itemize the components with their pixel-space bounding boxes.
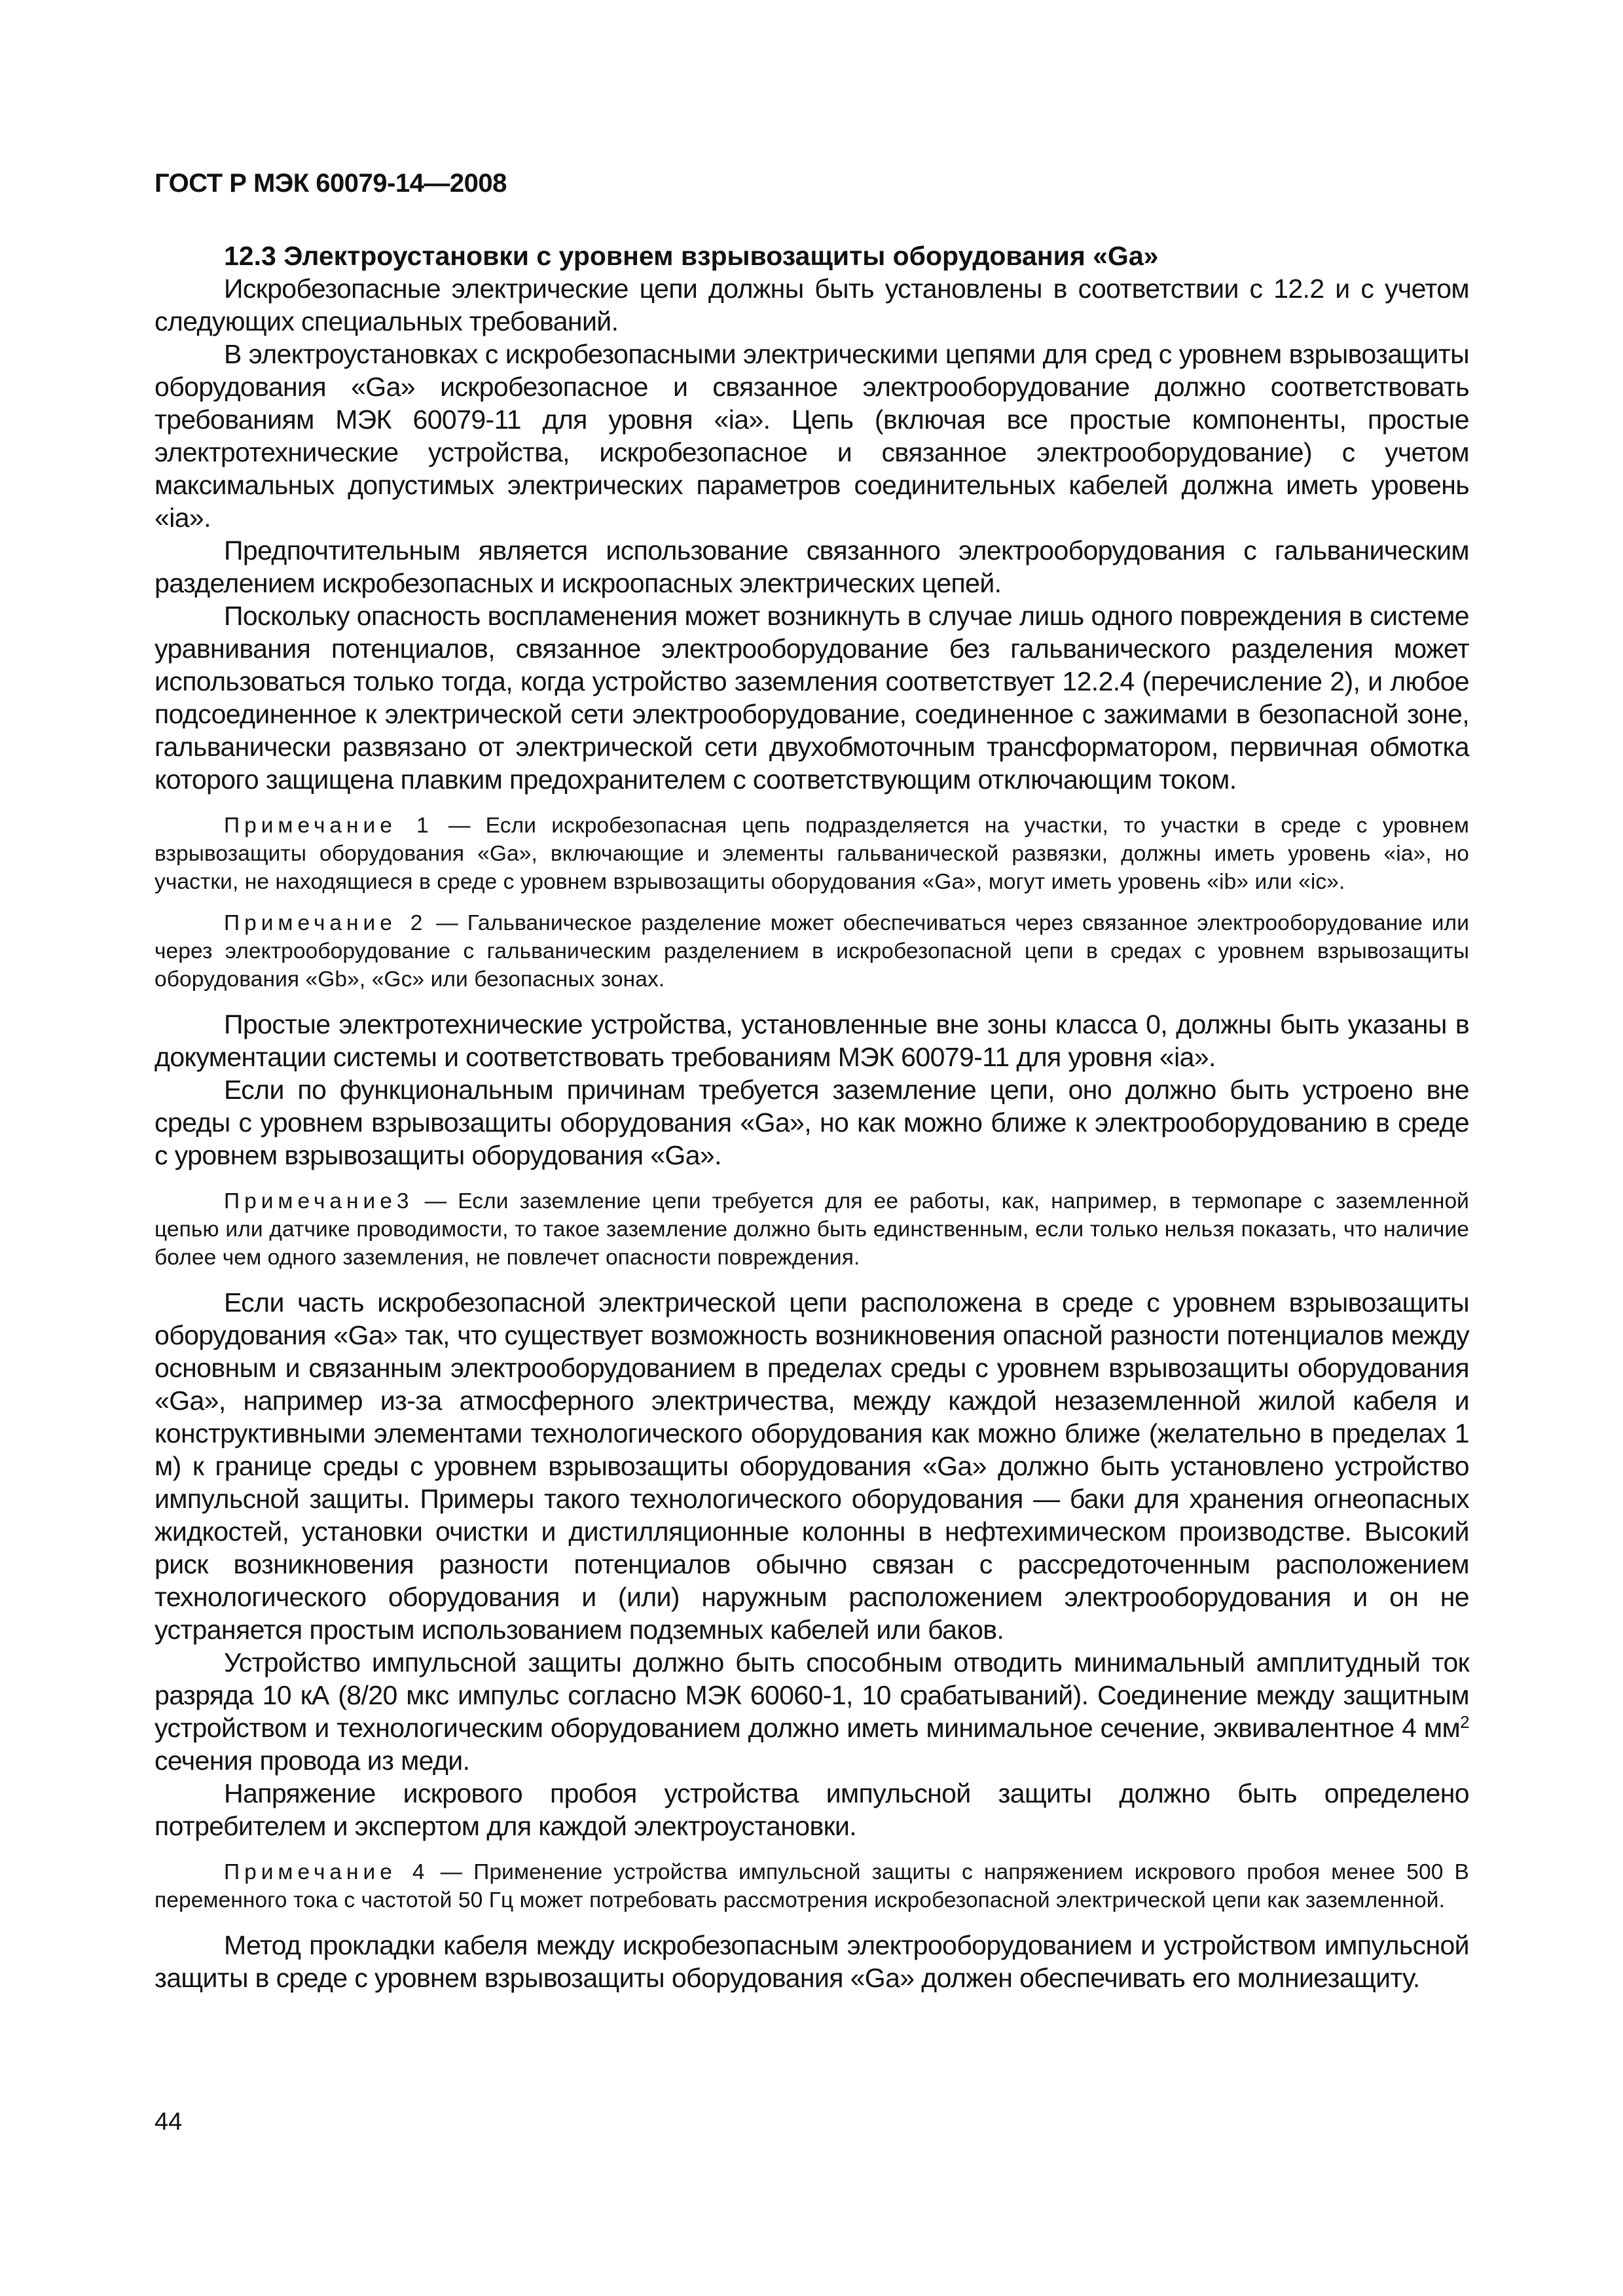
note-3-label: Примечание3 [224, 1189, 414, 1213]
note-3 [155, 1187, 1469, 1272]
paragraph-8 [155, 1646, 1469, 1777]
standard-designation: ГОСТ Р МЭК 60079-14—2008 [155, 169, 507, 198]
note-1 [155, 812, 1469, 896]
paragraph-2: В электроустановках с искробезопасными электрическими цепями для сред с уровнем взрывозащиты оборудования «Ga» искробезопасное и связанное электрооборудование должно соответствовать требованиям МЭК 60079-11 для уровня «ia». Цепь (включая все простые компоненты, простые электротехнические устройства, искробезопасное и связанное электрооборудование) с учетом максимальных допустимых электрических параметров соединительных кабелей должна иметь уровень «ia». [155, 339, 1469, 533]
paragraph-4: Поскольку опасность воспламенения может возникнуть в случае лишь одного повреждения в системе уравнивания потенциалов, связанное электрооборудование без гальванического разделения может использоваться только тогда, когда устройство заземления соответствует 12.2.4 (перечисление 2), и любое подсоединенное к электрической сети электрооборудование, соединенное с зажимами в безопасной зоне, гальванически развязано от электрической сети двухобмоточным трансформатором, первичная обмотка которого защищена плавким предохранителем с соответствующим отключающим током. [155, 601, 1469, 795]
paragraph-8-tail: сечения провода из меди. [155, 1746, 470, 1776]
section-title: 12.3 Электроустановки с уровнем взрывозащиты оборудования «Ga» [224, 241, 1159, 271]
paragraph-9: Напряжение искрового пробоя устройства импульсной защиты должно быть определено потребителем и экспертом для каждой электроустановки. [155, 1778, 1469, 1841]
paragraph-3: Предпочтительным является использование связанного электрооборудования с гальваническим разделением искробезопасных и искроопасных электрических цепей. [155, 535, 1469, 598]
note-3-text: — Если заземление цепи требуется для ее работы, как, например, в термопаре с заземленной цепью или датчике проводимости, то такое заземление должно быть единственным, если только нельзя показать, что наличие более чем одного заземления, не повлечет опасности повреждения. [155, 1189, 1469, 1270]
paragraph-10: Метод прокладки кабеля между искробезопасным электрооборудованием и устройством импульсной защиты в среде с уровнем взрывозащиты оборудования «Ga» должен обеспечивать его молниезащиту. [155, 1930, 1469, 1993]
page-content [155, 240, 1469, 1994]
paragraph-7: Если часть искробезопасной электрической цепи расположена в среде с уровнем взрывозащиты оборудования «Ga» так, что существует возможность возникновения опасной разности потенциалов между основным и связанным электрооборудованием в пределах среды с уровнем взрывозащиты оборудования «Ga», например из-за атмосферного электричества, между каждой незаземленной жилой кабеля и конструктивными элементами технологического оборудования как можно ближе (желательно в пределах 1 м) к границе среды с уровнем взрывозащиты оборудования «Ga» должно быть установлено устройство импульсной защиты. Примеры такого технологического оборудования — баки для хранения огнеопасных жидкостей, установки очистки и дистилляционные колонны в нефтехимическом производстве. Высокий риск возникновения разности потенциалов обычно связан с рассредоточенным расположением технологического оборудования и (или) наружным расположением электрооборудования и он не устраняется простым использованием подземных кабелей или баков. [155, 1287, 1469, 1645]
note-1-text: — Если искробезопасная цепь подразделяется на участки, то участки в среде с уровнем взрывозащиты оборудования «Ga», включающие и элементы гальванической развязки, должны иметь уровень «ia», но участки, не находящиеся в среде с уровнем взрывозащиты оборудования «Ga», могут иметь уровень «ib» или «ic». [155, 814, 1469, 894]
note-2 [155, 909, 1469, 994]
note-4-text: — Применение устройства импульсной защиты с напряжением искрового пробоя менее 500 В переменного тока с частотой 50 Гц может потребовать рассмотрения искробезопасной электрической цепи как заземленной. [155, 1860, 1469, 1912]
square-superscript: 2 [1460, 1712, 1469, 1732]
paragraph-8-main: Устройство импульсной защиты должно быть способным отводить минимальный амплитудный ток разряда 10 кА (8/20 мкс импульс согласно МЭК 60060-1, 10 срабатываний). Соединение между защитным устройством и технологическим оборудованием должно иметь минимальное сечение, эквивалентное 4 мм [155, 1647, 1469, 1743]
paragraph-6: Если по функциональным причинам требуется заземление цепи, оно должно быть устроено вне среды с уровнем взрывозащиты оборудования «Ga», но как можно ближе к электрооборудованию в среде с уровнем взрывозащиты оборудования «Ga». [155, 1075, 1469, 1170]
note-4 [155, 1858, 1469, 1914]
note-1-label: Примечание 1 [224, 814, 433, 838]
page-number: 44 [155, 2108, 183, 2136]
note-4-label: Примечание 4 [224, 1860, 429, 1884]
note-2-label: Примечание 2 [224, 911, 428, 935]
paragraph-5: Простые электротехнические устройства, установленные вне зоны класса 0, должны быть указаны в документации системы и соответствовать требованиям МЭК 60079-11 для уровня «ia». [155, 1009, 1469, 1072]
paragraph-1: Искробезопасные электрические цепи должны быть установлены в соответствии с 12.2 и с учетом следующих специальных требований. [155, 274, 1469, 336]
note-2-text: — Гальваническое разделение может обеспечиваться через связанное электрооборудование или через электрооборудование с гальваническим разделением в искробезопасной цепи в средах с уровнем взрывозащиты оборудования «Gb», «Gc» или безопасных зонах. [155, 911, 1470, 992]
